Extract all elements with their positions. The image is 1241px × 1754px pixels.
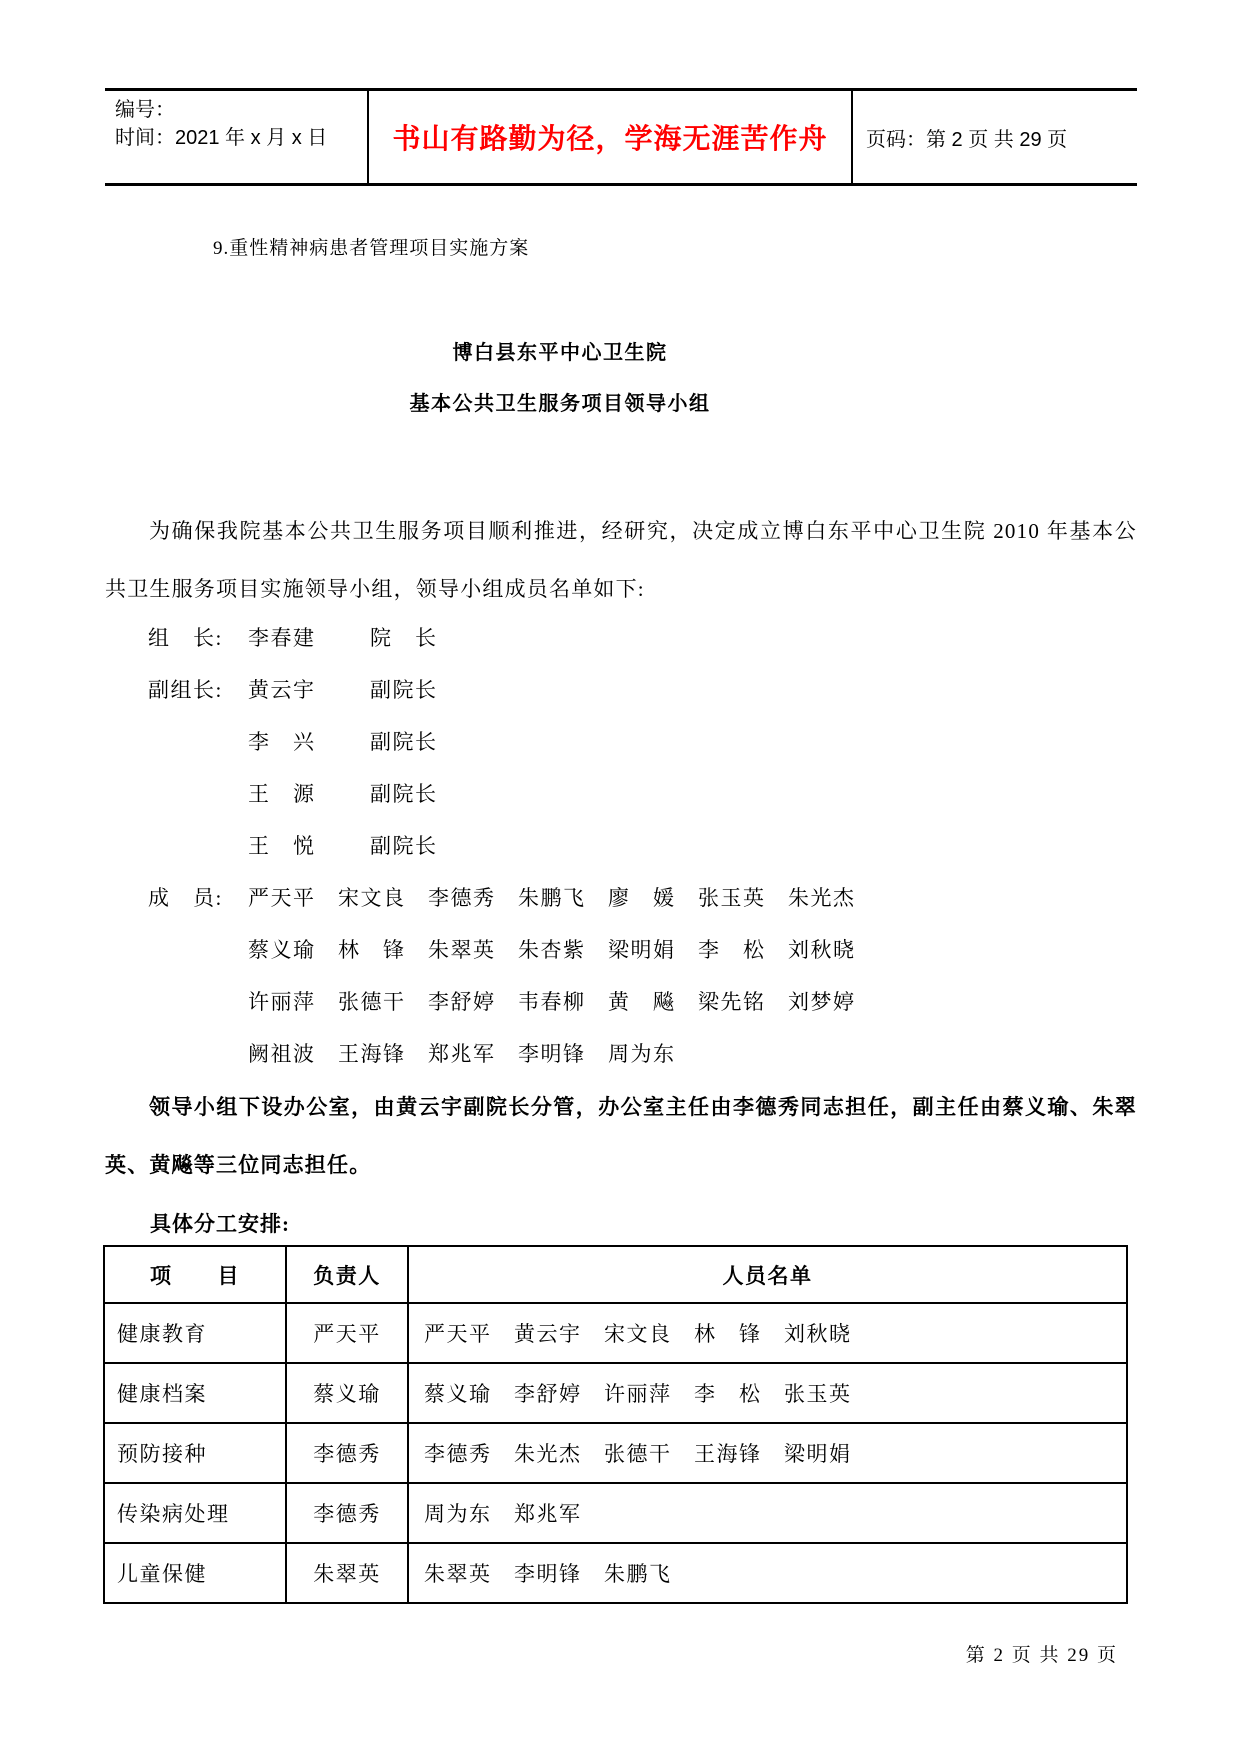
leader-title: 院 长 — [370, 626, 438, 650]
members-row — [148, 1028, 1128, 1080]
leader-row — [148, 820, 1128, 872]
leader-title: 副院长 — [370, 730, 438, 754]
leader-row — [148, 664, 1128, 716]
cell-project: 传染病处理 — [104, 1483, 286, 1543]
cell-staff: 周为东 郑兆军 — [408, 1483, 1127, 1543]
leader-row — [148, 612, 1128, 664]
members-row — [148, 976, 1128, 1028]
leader-label — [148, 768, 248, 820]
members-names: 许丽萍 张德干 李舒婷 韦春柳 黄 飚 梁先铭 刘梦婷 — [248, 990, 856, 1014]
assignment-heading: 具体分工安排: — [150, 1212, 290, 1236]
cell-staff: 朱翠英 李明锋 朱鹏飞 — [408, 1543, 1127, 1603]
members-names: 严天平 宋文良 李德秀 朱鹏飞 廖 媛 张玉英 朱光杰 — [248, 886, 856, 910]
leader-label — [148, 716, 248, 768]
cell-project: 健康教育 — [104, 1303, 286, 1363]
table-row — [104, 1483, 1127, 1543]
header-right-cell — [853, 91, 1137, 183]
cell-staff: 蔡义瑜 李舒婷 许丽萍 李 松 张玉英 — [408, 1363, 1127, 1423]
slogan-text: 书山有路勤为径，学海无涯苦作舟 — [392, 123, 828, 154]
table-row — [104, 1363, 1127, 1423]
cell-leader: 朱翠英 — [286, 1543, 408, 1603]
leader-row — [148, 716, 1128, 768]
members-names: 蔡义瑜 林 锋 朱翠英 朱杏紫 梁明娟 李 松 刘秋晓 — [248, 938, 856, 962]
leader-title: 副院长 — [370, 834, 438, 858]
leader-name: 王 悦 — [248, 834, 316, 858]
leader-title: 副院长 — [370, 782, 438, 806]
leader-name: 黄云宇 — [248, 678, 316, 702]
doc-time-label: 时间：2021 年 x 月 x 日 — [115, 127, 328, 149]
group-name-heading: 基本公共卫生服务项目领导小组 — [409, 393, 711, 415]
members-row — [148, 872, 1128, 924]
header-project: 项 目 — [104, 1246, 286, 1303]
cell-leader: 李德秀 — [286, 1423, 408, 1483]
cell-staff: 李德秀 朱光杰 张德干 王海锋 梁明娟 — [408, 1423, 1127, 1483]
section-title: 9.重性精神病患者管理项目实施方案 — [213, 238, 530, 259]
intro-paragraph: 为确保我院基本公共卫生服务项目顺利推进，经研究，决定成立博白东平中心卫生院 2010 年基本公共卫生服务项目实施领导小组，领导小组成员名单如下: — [105, 519, 1137, 601]
header-staff: 人员名单 — [408, 1246, 1127, 1303]
cell-leader: 严天平 — [286, 1303, 408, 1363]
page-number-label: 页码：第 2 页 共 29 页 — [866, 128, 1068, 151]
table-row — [104, 1543, 1127, 1603]
members-label: 成 员: — [148, 886, 223, 910]
table-row — [104, 1423, 1127, 1483]
leader-name: 李春建 — [248, 626, 316, 650]
leader-name: 王 源 — [248, 782, 316, 806]
members-row — [148, 924, 1128, 976]
cell-leader: 蔡义瑜 — [286, 1363, 408, 1423]
cell-leader: 李德秀 — [286, 1483, 408, 1543]
leader-row — [148, 768, 1128, 820]
header-leader: 负责人 — [286, 1246, 408, 1303]
header-slogan-cell — [367, 91, 853, 183]
roster-list — [148, 612, 1128, 1080]
hospital-name-heading: 博白县东平中心卫生院 — [452, 342, 668, 364]
doc-number-label: 编号： — [115, 99, 175, 121]
cell-staff: 严天平 黄云宇 宋文良 林 锋 刘秋晓 — [408, 1303, 1127, 1363]
table-row — [104, 1303, 1127, 1363]
cell-project: 儿童保健 — [104, 1543, 286, 1603]
cell-project: 预防接种 — [104, 1423, 286, 1483]
office-paragraph: 领导小组下设办公室，由黄云宇副院长分管，办公室主任由李德秀同志担任，副主任由蔡义瑜、朱翠英、黄飚等三位同志担任。 — [105, 1095, 1137, 1177]
page-footer: 第 2 页 共 29 页 — [965, 1645, 1118, 1666]
leader-label: 副组长: — [148, 678, 223, 702]
table-header-row — [104, 1246, 1127, 1303]
members-names: 阙祖波 王海锋 郑兆军 李明锋 周为东 — [248, 1042, 676, 1066]
assignment-table — [103, 1245, 1128, 1604]
leader-name: 李 兴 — [248, 730, 316, 754]
leader-title: 副院长 — [370, 678, 438, 702]
header-bar — [105, 88, 1137, 186]
leader-label: 组 长: — [148, 626, 223, 650]
cell-project: 健康档案 — [104, 1363, 286, 1423]
leader-label — [148, 820, 248, 872]
header-left-cell — [105, 91, 367, 183]
document-titles — [105, 340, 1015, 418]
